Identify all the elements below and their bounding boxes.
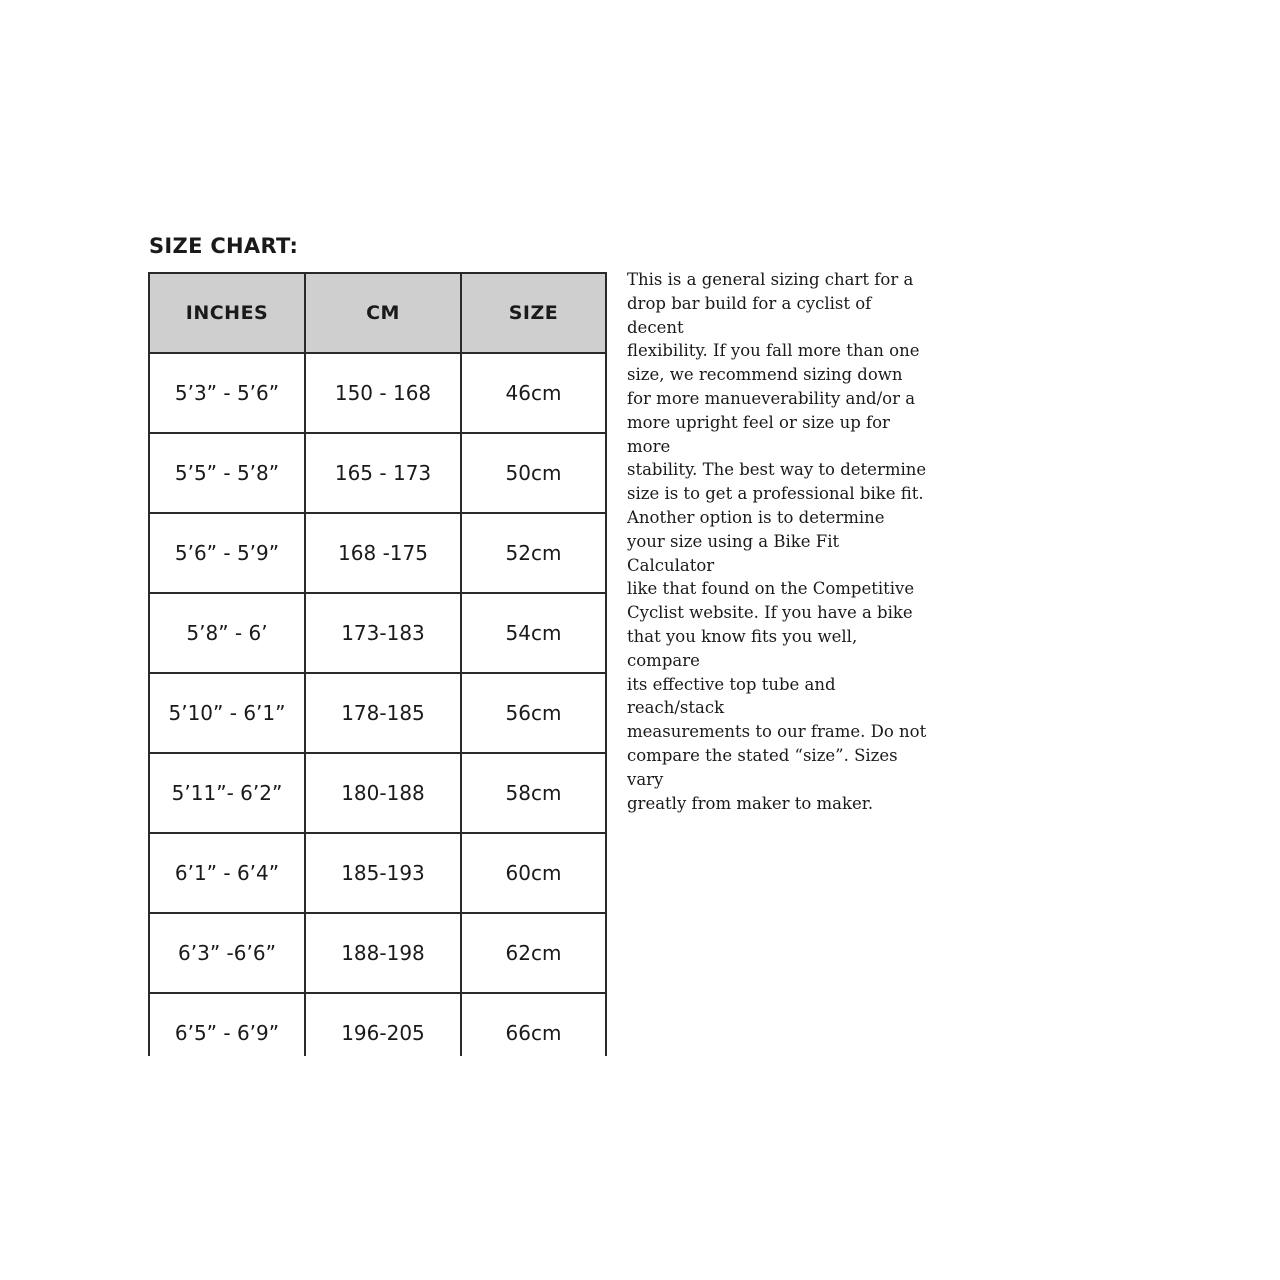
- cell-size: 54cm: [461, 593, 606, 673]
- description-line: more upright feel or size up for more: [627, 412, 890, 456]
- cell-inches: 5’5” - 5’8”: [149, 433, 305, 513]
- table-row: [149, 833, 606, 913]
- table-row: [149, 673, 606, 753]
- cell-inches: 5’11”- 6’2”: [149, 753, 305, 833]
- size-table-container: [148, 272, 608, 1056]
- description-line: for more manueverability and/or a: [627, 388, 916, 408]
- cell-cm: 180-188: [305, 753, 461, 833]
- description-line: like that found on the Competitive: [627, 579, 915, 599]
- sizing-description: [627, 268, 927, 815]
- table-row: [149, 593, 606, 673]
- description-line: drop bar build for a cyclist of decent: [627, 293, 872, 337]
- cell-cm: 196-205: [305, 993, 461, 1056]
- column-header-size: SIZE: [461, 273, 606, 353]
- description-line: This is a general sizing chart for a: [627, 270, 914, 289]
- cell-cm: 173-183: [305, 593, 461, 673]
- size-table: [148, 272, 607, 1056]
- cell-size: 56cm: [461, 673, 606, 753]
- description-line: measurements to our frame. Do not: [627, 722, 927, 742]
- cell-size: 62cm: [461, 913, 606, 993]
- description-line: size, we recommend sizing down: [627, 365, 903, 385]
- description-line: stability. The best way to determine: [627, 460, 927, 480]
- table-row: [149, 993, 606, 1056]
- cell-size: 50cm: [461, 433, 606, 513]
- table-row: [149, 513, 606, 593]
- description-line: Cyclist website. If you have a bike: [627, 603, 913, 623]
- cell-cm: 168 -175: [305, 513, 461, 593]
- cell-inches: 6’5” - 6’9”: [149, 993, 305, 1056]
- cell-cm: 165 - 173: [305, 433, 461, 513]
- description-line: your size using a Bike Fit Calculator: [627, 531, 840, 575]
- description-line: size is to get a professional bike fit.: [627, 484, 924, 504]
- cell-size: 46cm: [461, 353, 606, 433]
- description-line: compare the stated “size”. Sizes vary: [627, 745, 898, 789]
- cell-cm: 178-185: [305, 673, 461, 753]
- cell-size: 52cm: [461, 513, 606, 593]
- cell-inches: 5’3” - 5’6”: [149, 353, 305, 433]
- description-line: that you know fits you well, compare: [627, 626, 858, 670]
- cell-inches: 5’8” - 6’: [149, 593, 305, 673]
- column-header-inches: INCHES: [149, 273, 305, 353]
- table-row: [149, 753, 606, 833]
- cell-inches: 5’6” - 5’9”: [149, 513, 305, 593]
- cell-cm: 150 - 168: [305, 353, 461, 433]
- cell-cm: 185-193: [305, 833, 461, 913]
- table-header-row: [149, 273, 606, 353]
- table-row: [149, 353, 606, 433]
- cell-inches: 5’10” - 6’1”: [149, 673, 305, 753]
- cell-size: 60cm: [461, 833, 606, 913]
- table-row: [149, 433, 606, 513]
- cell-size: 58cm: [461, 753, 606, 833]
- cell-inches: 6’1” - 6’4”: [149, 833, 305, 913]
- description-line: greatly from maker to maker.: [627, 793, 874, 813]
- cell-inches: 6’3” -6’6”: [149, 913, 305, 993]
- cell-size: 66cm: [461, 993, 606, 1056]
- size-chart-title: SIZE CHART:: [149, 234, 299, 258]
- description-line: flexibility. If you fall more than one: [627, 341, 920, 361]
- cell-cm: 188-198: [305, 913, 461, 993]
- description-line: Another option is to determine: [627, 507, 885, 527]
- column-header-cm: CM: [305, 273, 461, 353]
- table-row: [149, 913, 606, 993]
- description-line: its effective top tube and reach/stack: [627, 674, 836, 718]
